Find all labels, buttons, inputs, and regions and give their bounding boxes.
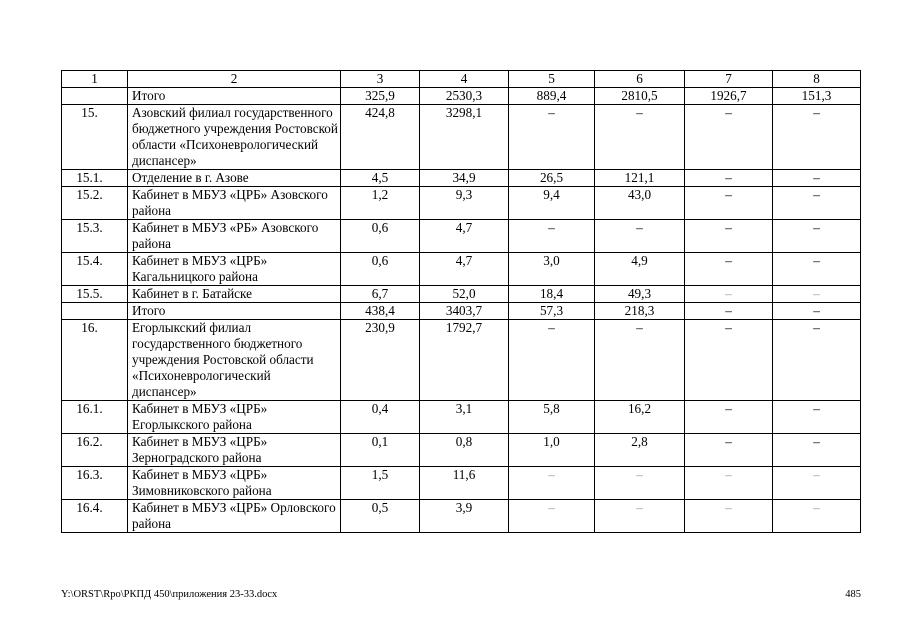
row-number: 15.1. <box>62 170 128 187</box>
value-cell: – <box>595 320 685 401</box>
value-cell: 34,9 <box>420 170 509 187</box>
value-cell: 121,1 <box>595 170 685 187</box>
table-row <box>62 434 861 467</box>
header-cell: 8 <box>773 71 861 88</box>
value-cell: – <box>773 320 861 401</box>
row-name: Кабинет в МБУЗ «ЦРБ» Зерноградского района <box>128 434 341 467</box>
table-row <box>62 170 861 187</box>
row-number: 16.3. <box>62 467 128 500</box>
row-number: 15. <box>62 105 128 170</box>
value-cell: 2810,5 <box>595 88 685 105</box>
value-cell: 1792,7 <box>420 320 509 401</box>
value-cell: 424,8 <box>341 105 420 170</box>
value-cell: – <box>595 220 685 253</box>
row-number: 15.3. <box>62 220 128 253</box>
value-cell: 1926,7 <box>685 88 773 105</box>
header-row <box>62 71 861 88</box>
value-cell: – <box>685 253 773 286</box>
header-cell: 7 <box>685 71 773 88</box>
row-name: Кабинет в МБУЗ «ЦРБ» Егорлыкского района <box>128 401 341 434</box>
value-cell: – <box>773 253 861 286</box>
value-cell: – <box>773 434 861 467</box>
table-row <box>62 500 861 533</box>
value-cell: – <box>685 467 773 500</box>
value-cell: 438,4 <box>341 303 420 320</box>
row-name: Кабинет в МБУЗ «РБ» Азовского района <box>128 220 341 253</box>
value-cell: – <box>685 286 773 303</box>
value-cell: – <box>509 500 595 533</box>
table-row <box>62 303 861 320</box>
value-cell: – <box>773 220 861 253</box>
value-cell: – <box>595 500 685 533</box>
value-cell: – <box>773 286 861 303</box>
table-row <box>62 220 861 253</box>
value-cell: – <box>773 170 861 187</box>
row-number: 16.1. <box>62 401 128 434</box>
table-row <box>62 187 861 220</box>
row-number <box>62 303 128 320</box>
row-number: 16.4. <box>62 500 128 533</box>
value-cell: – <box>595 467 685 500</box>
value-cell: 6,7 <box>341 286 420 303</box>
row-number: 15.4. <box>62 253 128 286</box>
value-cell: 4,7 <box>420 220 509 253</box>
value-cell: 4,7 <box>420 253 509 286</box>
value-cell: 230,9 <box>341 320 420 401</box>
value-cell: 26,5 <box>509 170 595 187</box>
table-body <box>62 71 861 533</box>
value-cell: – <box>685 220 773 253</box>
value-cell: – <box>773 105 861 170</box>
value-cell: 0,4 <box>341 401 420 434</box>
value-cell: 0,6 <box>341 253 420 286</box>
row-number <box>62 88 128 105</box>
value-cell: 889,4 <box>509 88 595 105</box>
row-name: Отделение в г. Азове <box>128 170 341 187</box>
value-cell: – <box>685 187 773 220</box>
header-cell: 3 <box>341 71 420 88</box>
file-path: Y:\ORST\Rpo\РКПД 450\приложения 23-33.docx <box>61 589 278 600</box>
row-name: Кабинет в МБУЗ «ЦРБ» Азовского района <box>128 187 341 220</box>
value-cell: – <box>685 170 773 187</box>
row-name: Азовский филиал государственного бюджетного учреждения Ростовской области «Психоневрологический диспансер» <box>128 105 341 170</box>
header-cell: 1 <box>62 71 128 88</box>
value-cell: – <box>773 401 861 434</box>
value-cell: – <box>685 303 773 320</box>
row-number: 15.2. <box>62 187 128 220</box>
row-number: 15.5. <box>62 286 128 303</box>
row-number: 16. <box>62 320 128 401</box>
value-cell: – <box>685 500 773 533</box>
value-cell: 218,3 <box>595 303 685 320</box>
value-cell: 9,4 <box>509 187 595 220</box>
header-cell: 5 <box>509 71 595 88</box>
value-cell: – <box>509 467 595 500</box>
row-name: Кабинет в МБУЗ «ЦРБ» Кагальницкого района <box>128 253 341 286</box>
value-cell: 3,1 <box>420 401 509 434</box>
data-table <box>61 70 861 533</box>
value-cell: – <box>509 220 595 253</box>
value-cell: – <box>773 303 861 320</box>
value-cell: – <box>685 320 773 401</box>
value-cell: 3403,7 <box>420 303 509 320</box>
value-cell: 3298,1 <box>420 105 509 170</box>
header-cell: 4 <box>420 71 509 88</box>
value-cell: 43,0 <box>595 187 685 220</box>
row-name: Кабинет в г. Батайске <box>128 286 341 303</box>
value-cell: 49,3 <box>595 286 685 303</box>
value-cell: 52,0 <box>420 286 509 303</box>
table-row <box>62 253 861 286</box>
table-row <box>62 401 861 434</box>
value-cell: 151,3 <box>773 88 861 105</box>
value-cell: 57,3 <box>509 303 595 320</box>
value-cell: – <box>509 320 595 401</box>
table-row <box>62 320 861 401</box>
value-cell: – <box>773 500 861 533</box>
row-name: Итого <box>128 88 341 105</box>
table-row <box>62 88 861 105</box>
value-cell: – <box>509 105 595 170</box>
table-row <box>62 286 861 303</box>
value-cell: 1,0 <box>509 434 595 467</box>
table-row <box>62 105 861 170</box>
header-cell: 6 <box>595 71 685 88</box>
value-cell: 2530,3 <box>420 88 509 105</box>
value-cell: – <box>773 467 861 500</box>
value-cell: – <box>685 105 773 170</box>
header-cell: 2 <box>128 71 341 88</box>
page-number: 485 <box>845 589 861 600</box>
value-cell: 3,9 <box>420 500 509 533</box>
row-name: Кабинет в МБУЗ «ЦРБ» Зимовниковского района <box>128 467 341 500</box>
value-cell: 0,1 <box>341 434 420 467</box>
value-cell: 1,2 <box>341 187 420 220</box>
value-cell: – <box>595 105 685 170</box>
row-name: Итого <box>128 303 341 320</box>
value-cell: – <box>685 401 773 434</box>
value-cell: 4,5 <box>341 170 420 187</box>
table-row <box>62 467 861 500</box>
value-cell: 325,9 <box>341 88 420 105</box>
value-cell: 5,8 <box>509 401 595 434</box>
row-name: Егорлыкский филиал государственного бюджетного учреждения Ростовской области «Психоневрологический диспансер» <box>128 320 341 401</box>
value-cell: 0,6 <box>341 220 420 253</box>
value-cell: 1,5 <box>341 467 420 500</box>
value-cell: 3,0 <box>509 253 595 286</box>
value-cell: 0,8 <box>420 434 509 467</box>
value-cell: – <box>773 187 861 220</box>
value-cell: 4,9 <box>595 253 685 286</box>
row-number: 16.2. <box>62 434 128 467</box>
value-cell: 9,3 <box>420 187 509 220</box>
value-cell: 11,6 <box>420 467 509 500</box>
value-cell: 2,8 <box>595 434 685 467</box>
value-cell: 18,4 <box>509 286 595 303</box>
row-name: Кабинет в МБУЗ «ЦРБ» Орловского района <box>128 500 341 533</box>
value-cell: 16,2 <box>595 401 685 434</box>
value-cell: 0,5 <box>341 500 420 533</box>
value-cell: – <box>685 434 773 467</box>
